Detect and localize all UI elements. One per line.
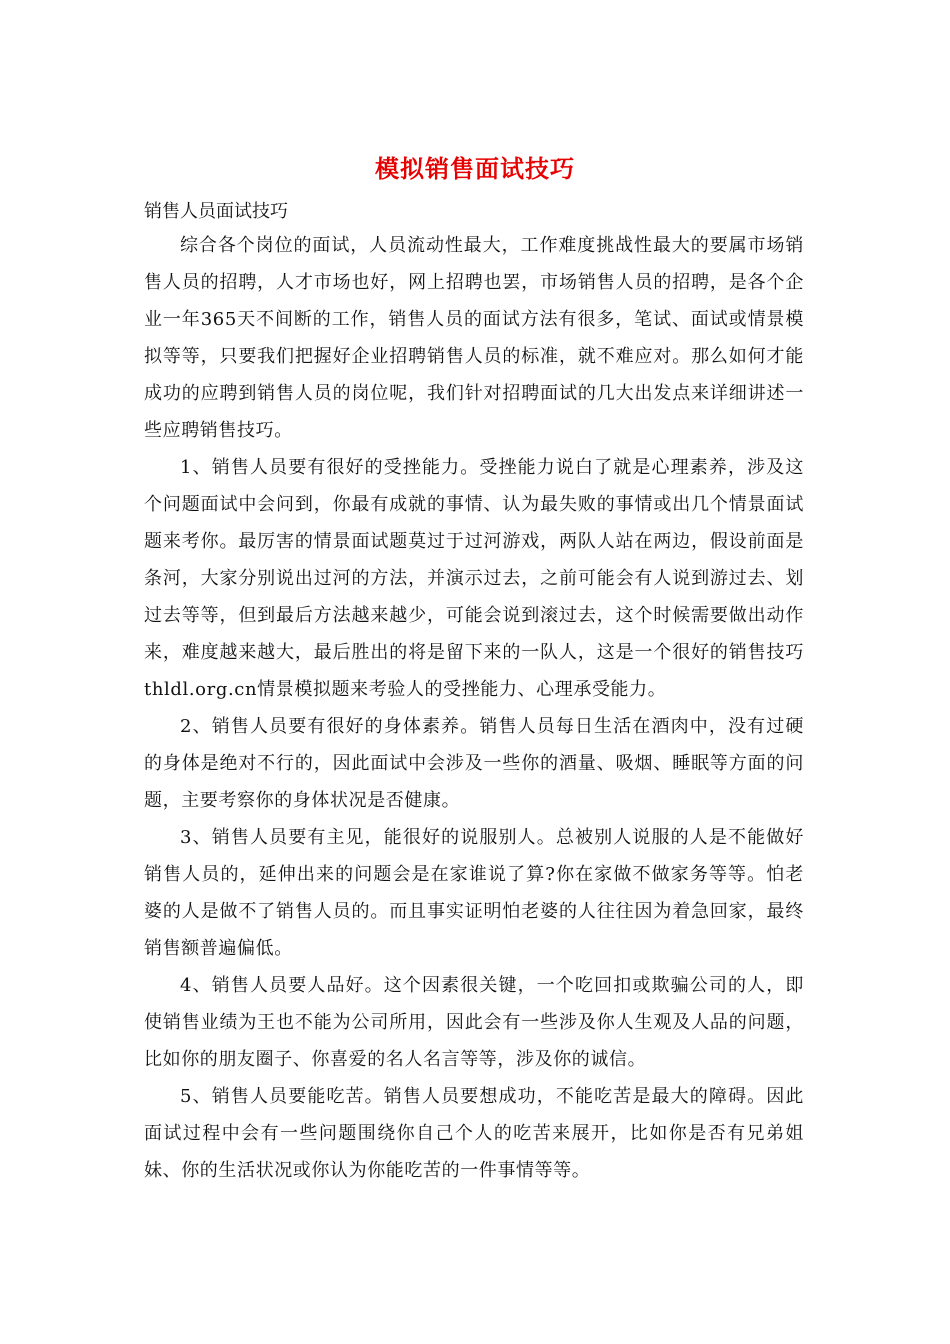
page-title: 模拟销售面试技巧: [375, 154, 575, 183]
paragraph-intro: 综合各个岗位的面试，人员流动性最大，工作难度挑战性最大的要属市场销售人员的招聘，人才市场也好，网上招聘也罢，市场销售人员的招聘，是各个企业一年365天不间断的工作，销售人员的面试方法有很多，笔试、面试或情景模拟等等，只要我们把握好企业招聘销售人员的标准，就不难应对。那么如何才能成功的应聘到销售人员的岗位呢，我们针对招聘面试的几大出发点来详细讲述一些应聘销售技巧。: [144, 235, 804, 441]
paragraph-point-4: 4、销售人员要人品好。这个因素很关键，一个吃回扣或欺骗公司的人，即使销售业绩为王也不能为公司所用，因此会有一些涉及你人生观及人品的问题，比如你的朋友圈子、你喜爱的名人名言等等，涉及你的诚信。: [144, 975, 804, 1070]
paragraph-point-5: 5、销售人员要能吃苦。销售人员要想成功，不能吃苦是最大的障碍。因此面试过程中会有一些问题围绕你自己个人的吃苦来展开，比如你是否有兄弟姐妹、你的生活状况或你认为你能吃苦的一件事情等等。: [144, 1086, 804, 1181]
document-subtitle: 销售人员面试技巧: [144, 201, 288, 222]
paragraph-point-3: 3、销售人员要有主见，能很好的说服别人。总被别人说服的人是不能做好销售人员的，延伸出来的问题会是在家谁说了算?你在家做不做家务等等。怕老婆的人是做不了销售人员的。而且事实证明怕老婆的人往往因为着急回家，最终销售额普遍偏低。: [144, 827, 804, 959]
paragraph-point-2: 2、销售人员要有很好的身体素养。销售人员每日生活在酒肉中，没有过硬的身体是绝对不行的，因此面试中会涉及一些你的酒量、吸烟、睡眠等方面的问题，主要考察你的身体状况是否健康。: [144, 716, 804, 811]
paragraph-point-1: 1、销售人员要有很好的受挫能力。受挫能力说白了就是心理素养，涉及这个问题面试中会问到，你最有成就的事情、认为最失败的事情或出几个情景面试题来考你。最厉害的情景面试题莫过于过河游戏，两队人站在两边，假设前面是条河，大家分别说出过河的方法，并演示过去，之前可能会有人说到游过去、划过去等等，但到最后方法越来越少，可能会说到滚过去，这个时候需要做出动作来，难度越来越大，最后胜出的将是留下来的一队人，这是一个很好的销售技巧thldl.org.cn情景模拟题来考验人的受挫能力、心理承受能力。: [144, 457, 804, 700]
document-body: [144, 197, 804, 1189]
